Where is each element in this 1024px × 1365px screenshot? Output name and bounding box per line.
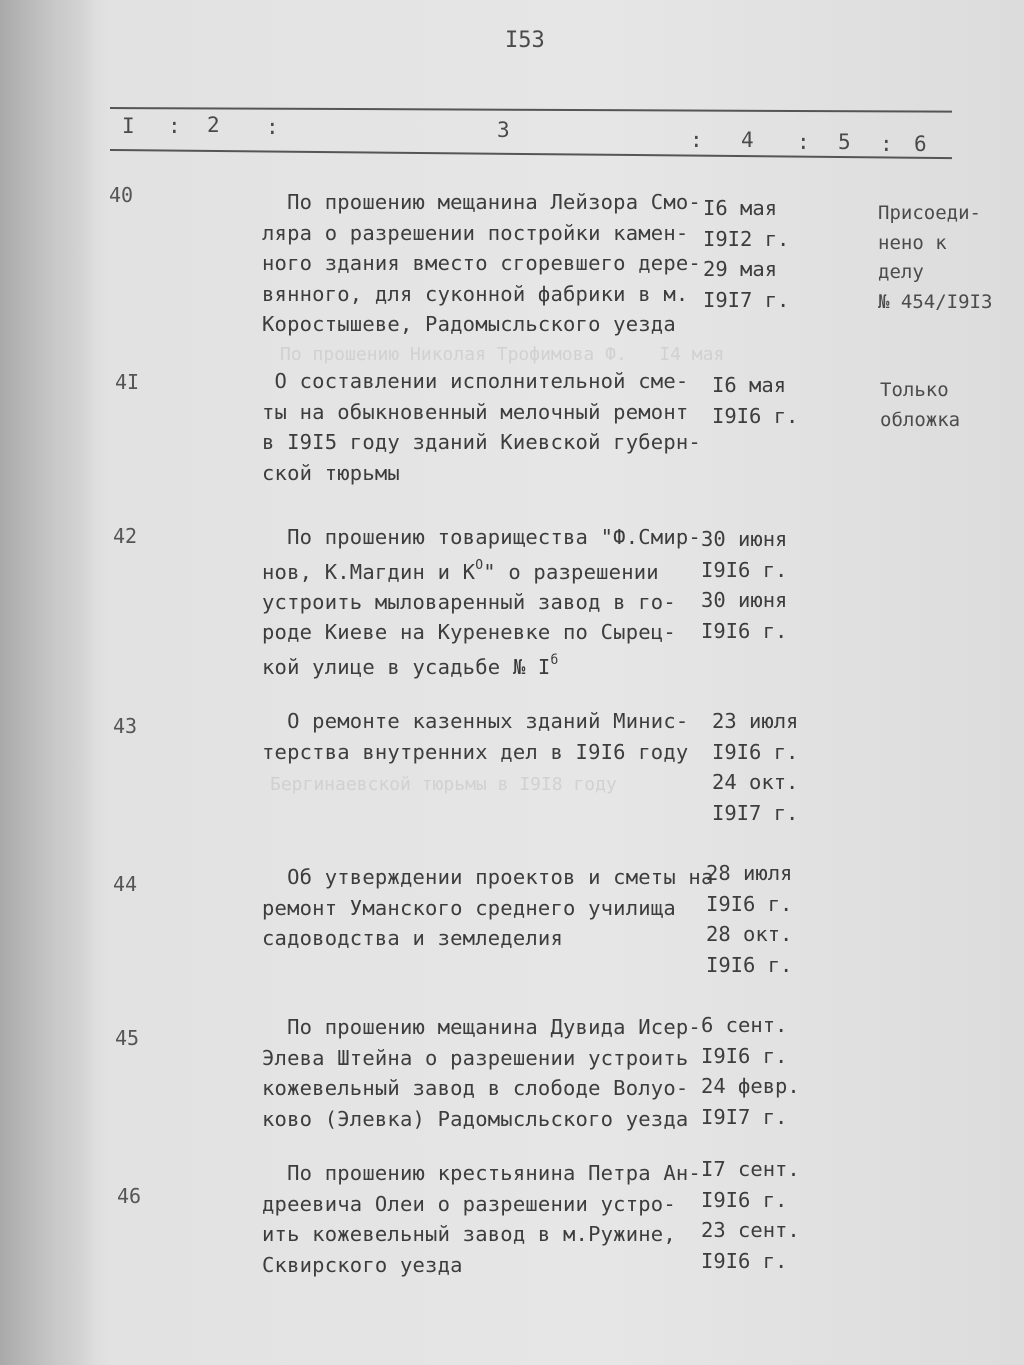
entry-description: О ремонте казенных зданий Минис- терства внутренних дел в I9I6 году [262,709,689,764]
entry-dates: 6 сент. I9I6 г. 24 февр. I9I7 г. [701,1013,800,1129]
header-separator: : [880,132,893,156]
header-col-2: 2 [207,113,220,137]
entry-description: По прошению мещанина Дувида Исер- Элева Штейна о разрешении устроить кожевельный завод в слободе Волуо- ково (Элевка) Радомысльского уезда [262,1015,701,1131]
header-rule-top [110,107,952,113]
entry-number: 40 [109,183,134,207]
header-col-1: I [122,114,135,138]
entry-number: 43 [113,714,138,738]
header-separator: : [266,115,279,139]
entry-description: Об утверждении проектов и сметы на ремонт Уманского среднего училища садоводства и земледелия [262,865,714,950]
entry-number: 44 [113,872,138,896]
show-through-ghost: По прошению Николая Трофимова Ф. I4 мая [280,344,725,365]
entry-dates: 23 июля I9I6 г. 24 окт. I9I7 г. [712,709,799,825]
entry-number: 45 [115,1026,140,1050]
superscript-o: О [475,557,484,573]
binding-gutter-shadow [0,0,95,1365]
entry-dates: I6 мая I9I2 г. 29 мая I9I7 г. [703,196,790,312]
header-col-4: 4 [741,128,754,152]
entry-dates: 28 июля I9I6 г. 28 окт. I9I6 г. [706,861,793,977]
entry-description: По прошению товарищества "Ф.Смир- нов, К.Магдин и $К^О$" о разрешении устроить мыловаренный завод в го- роде Киеве на Куреневке по Сырец- кой улице в усадьбе № $I^б$ [262,525,701,679]
entry-number: 42 [113,524,138,548]
entry-dates: I7 сент. I9I6 г. 23 сент. I9I6 г. [701,1157,800,1273]
header-col-6: 6 [914,132,927,156]
show-through-ghost: Бергинаевской тюрьмы в I9I8 году [270,774,617,795]
entry-description: О составлении исполнительной сме- ты на обыкновенный мелочный ремонт в I9I5 году зданий Киевской губерн- ской тюрьмы [262,369,701,485]
header-separator: : [690,128,703,152]
entry-note: Только обложка [880,379,961,431]
header-separator: : [797,130,810,154]
header-col-5: 5 [838,130,851,154]
entry-number: 4I [115,370,140,394]
superscript-b: б [550,652,559,668]
header-col-3: 3 [497,118,510,142]
entry-dates: 30 июня I9I6 г. 30 июня I9I6 г. [701,527,788,643]
header-separator: : [168,114,181,138]
entry-description: По прошению мещанина Лейзора Смо- ляра о разрешении постройки камен- ного здания вместо сгоревшего дере- вянного, для суконной фабрики в м. Коростышеве, Радомысльского уезда [262,190,701,336]
entry-dates: I6 мая I9I6 г. [712,373,799,428]
entry-note: Присоеди- нено к делу № 454/I9I3 [878,202,993,313]
entry-number: 46 [117,1184,142,1208]
entry-description: По прошению крестьянина Петра Ан- дреевича Олеи о разрешении устро- ить кожевельный завод в м.Ружине, Сквирского уезда [262,1161,701,1277]
header-rule-bottom [110,149,952,159]
page-number: I53 [505,28,545,53]
